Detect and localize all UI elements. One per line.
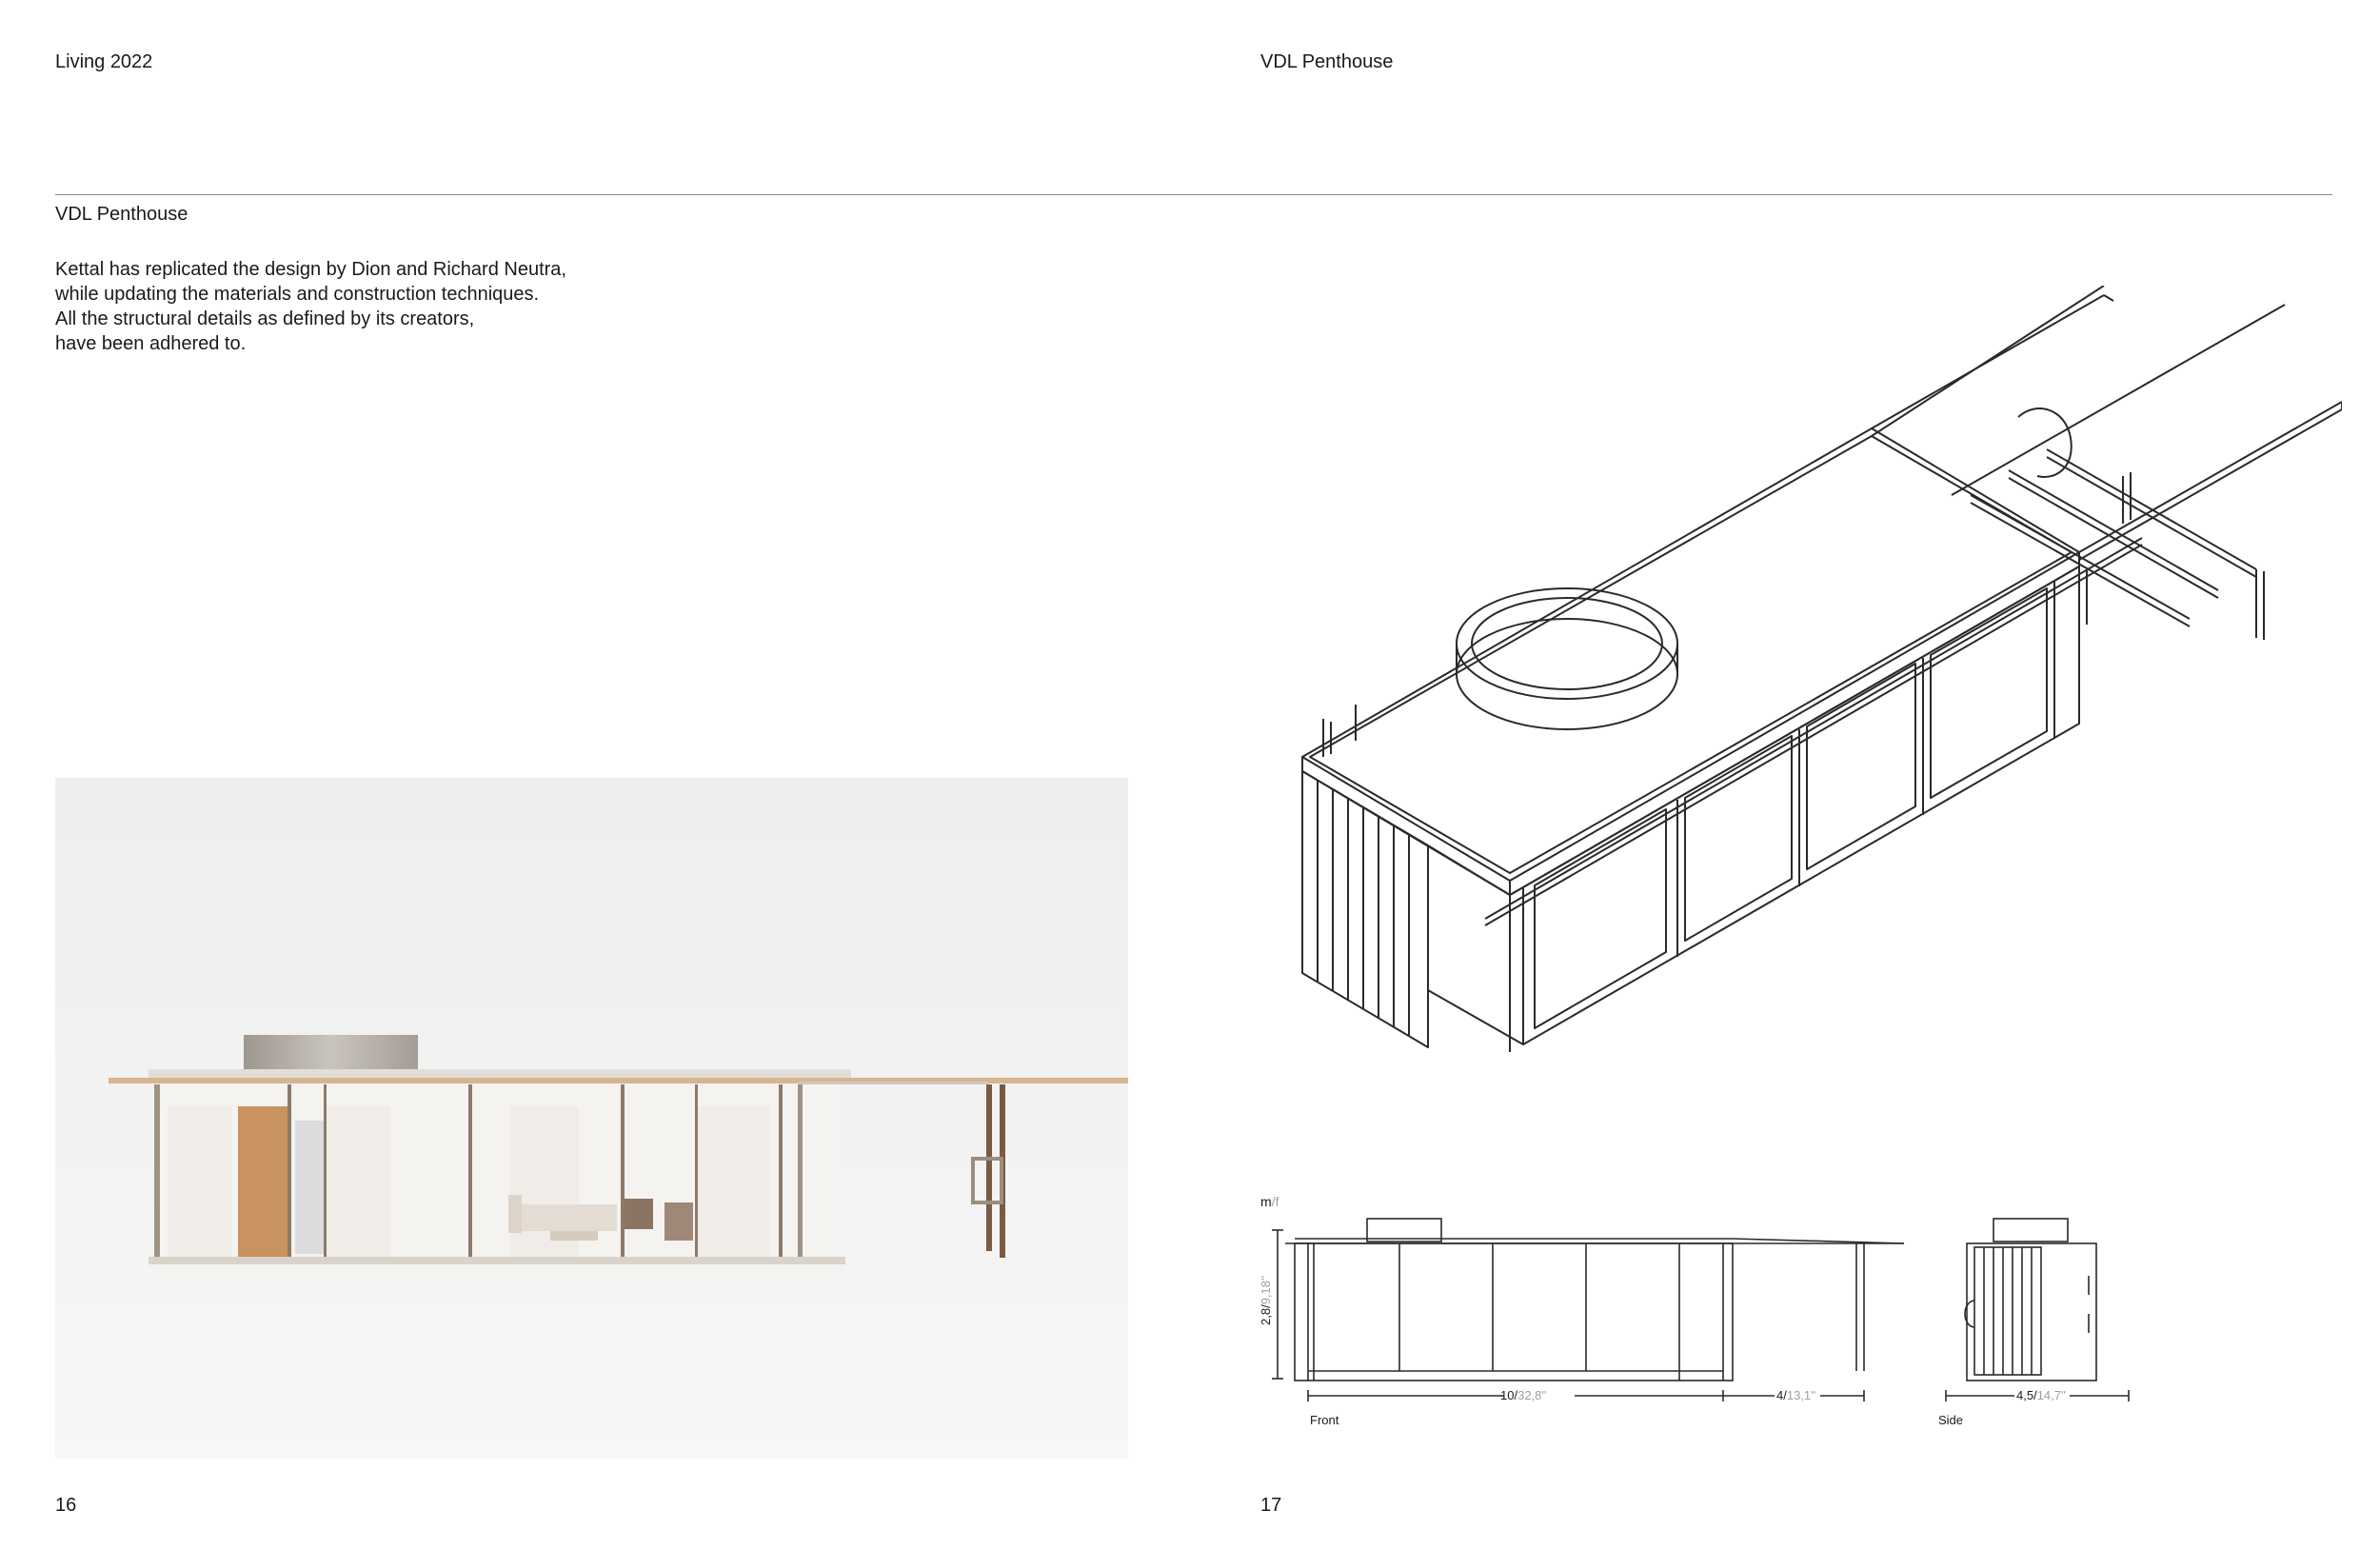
height-metric: 2,8 bbox=[1259, 1307, 1273, 1325]
side-width-slash: / bbox=[2033, 1388, 2037, 1402]
height-imperial: 9,18'' bbox=[1259, 1276, 1273, 1305]
isometric-drawing bbox=[1285, 286, 2342, 1076]
elevation-drawings bbox=[1247, 1181, 2199, 1447]
front-width-imperial: 32,8'' bbox=[1517, 1388, 1547, 1402]
front-width-slash: / bbox=[1514, 1388, 1518, 1402]
product-photo bbox=[55, 778, 1128, 1459]
pergola-imperial: 13,1'' bbox=[1786, 1388, 1816, 1402]
front-width-dimension bbox=[1500, 1388, 1546, 1403]
side-width-metric: 4,5 bbox=[2016, 1388, 2034, 1402]
catalog-title: Living 2022 bbox=[55, 51, 153, 72]
units-slash: / bbox=[1271, 1194, 1276, 1209]
description-line: All the structural details as defined by its creators, bbox=[55, 308, 475, 329]
description-line: have been adhered to. bbox=[55, 333, 247, 354]
section-title: VDL Penthouse bbox=[55, 204, 188, 225]
pergola-metric: 4 bbox=[1776, 1388, 1784, 1402]
page-number-left: 16 bbox=[55, 1495, 77, 1516]
units-label bbox=[1260, 1194, 1279, 1209]
units-imperial: f bbox=[1275, 1194, 1279, 1209]
description-line: Kettal has replicated the design by Dion and Richard Neutra, bbox=[55, 259, 566, 280]
units-metric: m bbox=[1260, 1194, 1272, 1209]
side-view-label: Side bbox=[1938, 1413, 1964, 1427]
header-divider bbox=[55, 194, 2332, 195]
side-width-imperial: 14,7'' bbox=[2036, 1388, 2066, 1402]
pergola-slash: / bbox=[1783, 1388, 1787, 1402]
page-number-right: 17 bbox=[1260, 1495, 1282, 1516]
pergola-dimension bbox=[1776, 1388, 1815, 1403]
product-header-title: VDL Penthouse bbox=[1260, 51, 1394, 72]
height-slash: / bbox=[1259, 1304, 1273, 1308]
front-view-label: Front bbox=[1310, 1413, 1339, 1427]
side-width-dimension bbox=[2016, 1388, 2066, 1403]
description-line: while updating the materials and construction techniques. bbox=[55, 284, 540, 305]
front-width-metric: 10 bbox=[1500, 1388, 1515, 1402]
height-dimension bbox=[1259, 1276, 1274, 1325]
product-description bbox=[55, 257, 566, 356]
